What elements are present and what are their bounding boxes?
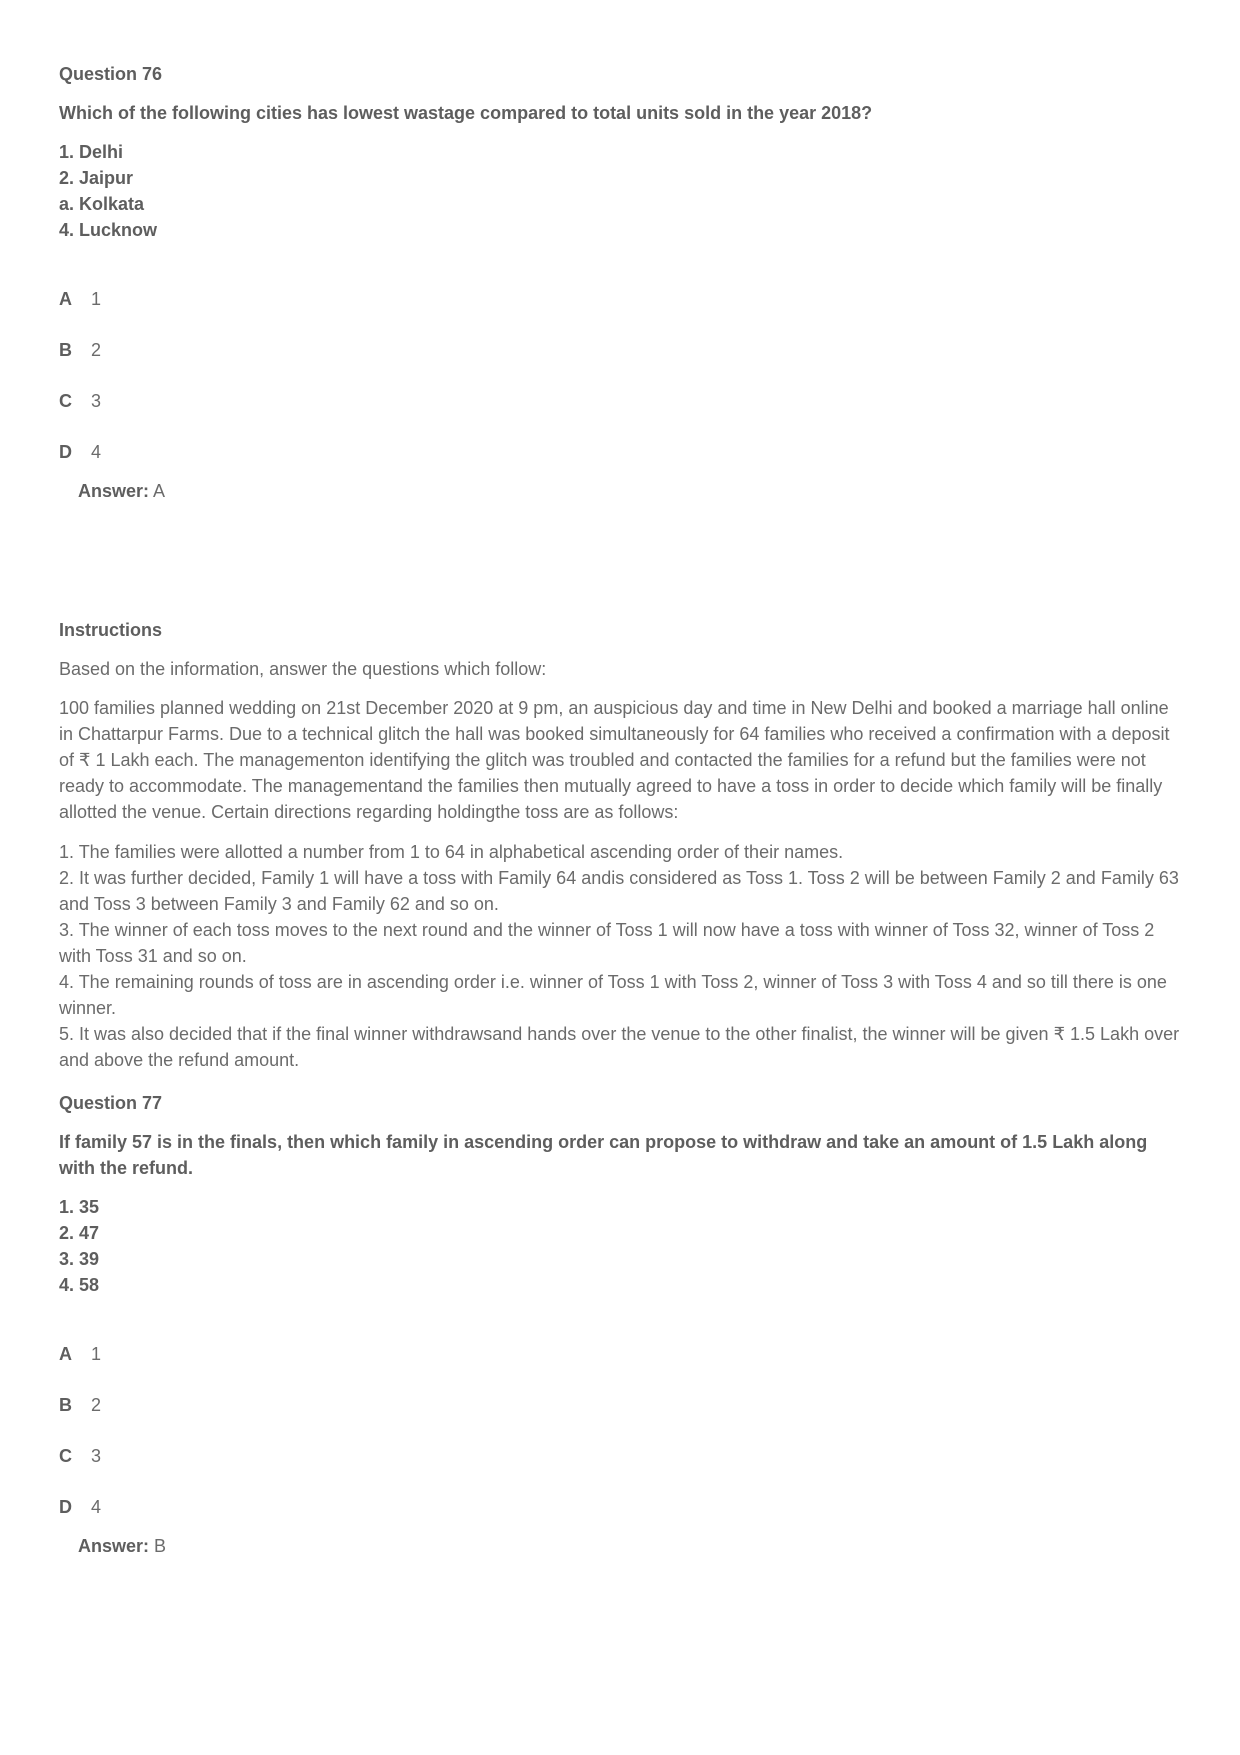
question-77-title: Question 77 [59,1093,163,1113]
option-letter: D [59,1497,72,1517]
question-77-text: If family 57 is in the finals, then which family in ascending order can propose to withdraw and take an amount of 1.5 Lakh along with the refund. [59,1132,1148,1178]
list-item: 2. Jaipur [59,168,134,188]
question-77-items [59,1194,1184,1298]
question-76-text: Which of the following cities has lowest wastage compared to total units sold in the year 2018? [59,103,873,123]
rule-item: 3. The winner of each toss moves to the next round and the winner of Toss 1 will now have a toss with winner of Toss 32, winner of Toss 2 with Toss 31 and so on. [59,920,1155,966]
list-item: 3. 39 [59,1249,100,1269]
instructions-rules [59,839,1184,1073]
option-letter: C [59,1446,72,1466]
rule-item: 5. It was also decided that if the final winner withdrawsand hands over the venue to the other finalist, the winner will be given ₹ 1.5 Lakh over and above the refund amount. [59,1024,1180,1070]
option-value: 1 [91,289,102,309]
option-value: 4 [91,442,102,462]
q76-option-a[interactable] [59,286,101,312]
answer-value: B [154,1536,167,1556]
answer-value: A [153,481,166,501]
option-value: 4 [91,1497,102,1517]
instructions-paragraph: 100 families planned wedding on 21st December 2020 at 9 pm, an auspicious day and time in New Delhi and booked a marriage hall online in Chattarpur Farms. Due to a technical glitch the hall was booked simultaneously for 64 families who received a confirmation with a deposit of ₹ 1 Lakh each. The managementon identifying the glitch was troubled and contacted the families for a refund but the families were not ready to accommodate. The managementand the families then mutually agreed to have a toss in order to decide which family will be finally allotted the venue. Certain directions regarding holdingthe toss are as follows: [59,698,1170,822]
list-item: 4. 58 [59,1275,100,1295]
option-value: 1 [91,1344,102,1364]
option-letter: D [59,442,72,462]
q77-option-d[interactable] [59,1494,101,1520]
instructions-intro: Based on the information, answer the questions which follow: [59,659,547,679]
option-letter: A [59,1344,72,1364]
rule-item: 2. It was further decided, Family 1 will have a toss with Family 64 andis considered as Toss 1. Toss 2 will be between Family 2 and Family 63 and Toss 3 between Family 3 and Family 62 and so on. [59,868,1179,914]
option-value: 2 [91,1395,102,1415]
q76-option-b[interactable] [59,337,101,363]
instructions-title: Instructions [59,620,163,640]
question-76-title: Question 76 [59,64,163,84]
q77-option-b[interactable] [59,1392,101,1418]
option-value: 3 [91,391,102,411]
option-letter: C [59,391,72,411]
list-item: a. Kolkata [59,194,145,214]
option-letter: B [59,1395,72,1415]
list-item: 1. 35 [59,1197,100,1217]
option-letter: B [59,340,72,360]
answer-label: Answer: [78,481,150,501]
rule-item: 4. The remaining rounds of toss are in ascending order i.e. winner of Toss 1 with Toss 2, winner of Toss 3 with Toss 4 and so till there is one winner. [59,972,1167,1018]
q77-option-c[interactable] [59,1443,101,1469]
option-value: 2 [91,340,102,360]
q77-option-a[interactable] [59,1341,101,1367]
rule-item: 1. The families were allotted a number from 1 to 64 in alphabetical ascending order of their names. [59,842,844,862]
list-item: 1. Delhi [59,142,124,162]
q77-answer [78,1533,166,1559]
option-value: 3 [91,1446,102,1466]
q76-answer [78,478,165,504]
q76-option-c[interactable] [59,388,101,414]
q76-option-d[interactable] [59,439,101,465]
list-item: 4. Lucknow [59,220,158,240]
answer-label: Answer: [78,1536,150,1556]
question-76-items [59,139,1184,243]
option-letter: A [59,289,72,309]
list-item: 2. 47 [59,1223,100,1243]
